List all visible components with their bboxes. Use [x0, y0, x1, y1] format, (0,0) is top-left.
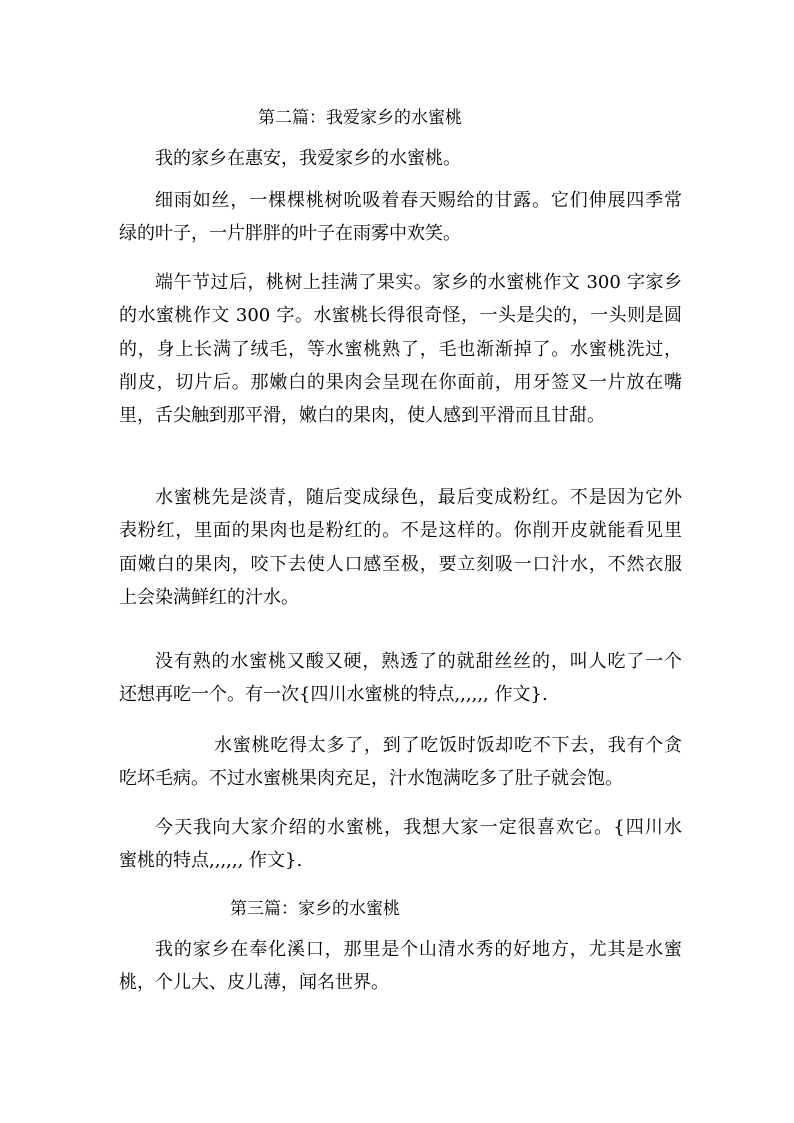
paragraph-line: 吃坏毛病。不过水蜜桃果肉充足，汁水饱满吃多了肚子就会饱。: [119, 768, 623, 790]
paragraph-line: 上会染满鲜红的汁水。: [119, 586, 299, 608]
paragraph-5: [119, 645, 682, 712]
paragraph-4: [119, 481, 682, 614]
paragraph-line: 桃，个儿大、皮儿薄，闻名世界。: [119, 972, 389, 994]
paragraph-line: 还想再吃一个。有一次{四川水蜜桃的特点,,,,,, 作文}.: [119, 684, 548, 706]
paragraph-line: 端午节过后，桃树上挂满了果实。家乡的水蜜桃作文 300 字家乡: [155, 272, 682, 293]
paragraph-line: 里，舌尖触到那平滑，嫩白的果肉，使人感到平滑而且甘甜。: [119, 405, 605, 427]
paragraph-line: 我的家乡在奉化溪口，那里是个山清水秀的好地方，尤其是水蜜: [155, 939, 682, 960]
paragraph-2: [119, 184, 682, 251]
paragraph-1: [119, 142, 682, 175]
paragraph-line: 削皮，切片后。那嫩白的果肉会呈现在你面前，用牙签叉一片放在嘴: [119, 371, 682, 393]
paragraph-6: [119, 729, 682, 796]
paragraph-line: 的，身上长满了绒毛，等水蜜桃熟了，毛也渐渐掉了。水蜜桃洗过，: [119, 338, 682, 360]
paragraph-line: 表粉红，里面的果肉也是粉红的。不是这样的。你削开皮就能看见里: [119, 520, 682, 542]
paragraph-line: 绿的叶子，一片胖胖的叶子在雨雾中欢笑。: [119, 223, 461, 245]
paragraph-line: 的水蜜桃作文 300 字。水蜜桃长得很奇怪，一头是尖的，一头则是圆: [119, 305, 682, 327]
paragraph-line: 今天我向大家介绍的水蜜桃，我想大家一定很喜欢它。{四川水: [155, 817, 682, 838]
paragraph-line: 细雨如丝，一棵棵桃树吮吸着春天赐给的甘露。它们伸展四季常: [155, 190, 682, 211]
paragraph-line: 水蜜桃先是淡青，随后变成绿色，最后变成粉红。不是因为它外: [155, 487, 682, 508]
paragraph-line: 没有熟的水蜜桃又酸又硬，熟透了的就甜丝丝的，叫人吃了一个: [155, 651, 682, 672]
paragraph-3: [119, 266, 682, 432]
paragraph-line: 我的家乡在惠安，我爱家乡的水蜜桃。: [155, 148, 461, 169]
paragraph-line: 水蜜桃吃得太多了，到了吃饭时饭却吃不下去，我有个贪: [214, 735, 682, 756]
paragraph-line: 蜜桃的特点,,,,,, 作文}.: [119, 850, 303, 872]
section-title-3: 第三篇：家乡的水蜜桃: [230, 899, 400, 919]
paragraph-8: [119, 933, 682, 1000]
paragraph-line: 面嫩白的果肉，咬下去使人口感至极，要立刻吸一口汁水，不然衣服: [119, 553, 682, 575]
section-title-2: 第二篇：我爱家乡的水蜜桃: [258, 108, 462, 128]
paragraph-7: [119, 811, 682, 878]
